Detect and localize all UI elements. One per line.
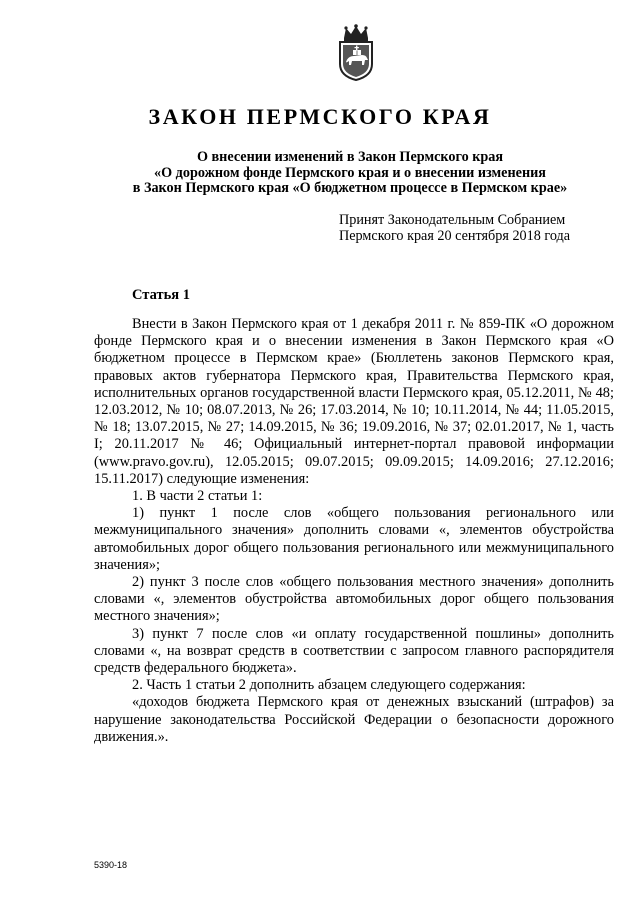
article-paragraph: 1. В части 2 статьи 1:	[132, 488, 263, 505]
subtitle-line: «О дорожном фонде Пермского края и о внесении изменения	[154, 164, 546, 181]
article-paragraph: 2. Часть 1 статьи 2 дополнить абзацем следующего содержания:	[132, 677, 526, 694]
article-paragraph: 3) пункт 7 после слов «и оплату государственной пошлины» дополнить словами «, на возврат средств в соответствии с запросом главного распорядителя средств федерального бюджета».	[94, 625, 614, 677]
law-title: ЗАКОН ПЕРМСКОГО КРАЯ	[148, 104, 492, 129]
coat-of-arms-emblem	[334, 24, 378, 82]
document-number: 5390-18	[94, 860, 128, 870]
article-paragraph: «доходов бюджета Пермского края от денежных взысканий (штрафов) за нарушение законодательства Российской Федерации о безопасности дорожного движения.».	[94, 694, 614, 745]
adoption-line: Пермского края 20 сентября 2018 года	[339, 228, 571, 244]
law-subtitle	[90, 150, 610, 197]
coat-of-arms-icon	[334, 24, 378, 82]
article-heading: Статья 1	[132, 287, 190, 303]
article-paragraph: 2) пункт 3 после слов «общего пользования местного значения» дополнить словами «, элементов обустройства автомобильных дорог общего пользования местного значения»;	[94, 574, 614, 625]
article-paragraph: Внести в Закон Пермского края от 1 декабря 2011 г. № 859-ПК «О дорожном фонде Пермского края и о внесении изменения в Закон Пермского края «О бюджетном процессе в Пермском крае» (Бюллетень законов Пермского края, правовых актов губернатора Пермского края, Правительства Пермского края, исполнительных органов государственной власти Пермского края, 05.12.2011, № 48; 12.03.2012, № 10; 08.07.2013, № 26; 17.03.2014, № 10; 10.11.2014, № 44; 11.05.2015, № 18; 13.07.2015, № 27; 14.09.2015, № 36; 19.09.2016, № 37; 02.01.2017, № 1, часть I; 20.11.2017 № 46; Официальный интернет-портал правовой информации (www.pravo.gov.ru), 12.05.2015; 09.07.2015; 09.09.2015; 14.09.2016; 27.12.2016; 15.11.2017) следующие изменения:	[94, 316, 614, 487]
article-paragraph: 1) пункт 1 после слов «общего пользования регионального или межмуниципального значения» дополнить словами «, элементов обустройства автомобильных дорог общего пользования регионального или межмуниципального значения»;	[94, 505, 614, 573]
adoption-note	[339, 212, 619, 244]
subtitle-line: в Закон Пермского края «О бюджетном процессе в Пермском крае»	[132, 180, 568, 196]
adoption-line: Принят Законодательным Собранием	[339, 212, 566, 228]
subtitle-line: О внесении изменений в Закон Пермского края	[196, 149, 504, 165]
article-body	[94, 316, 614, 746]
